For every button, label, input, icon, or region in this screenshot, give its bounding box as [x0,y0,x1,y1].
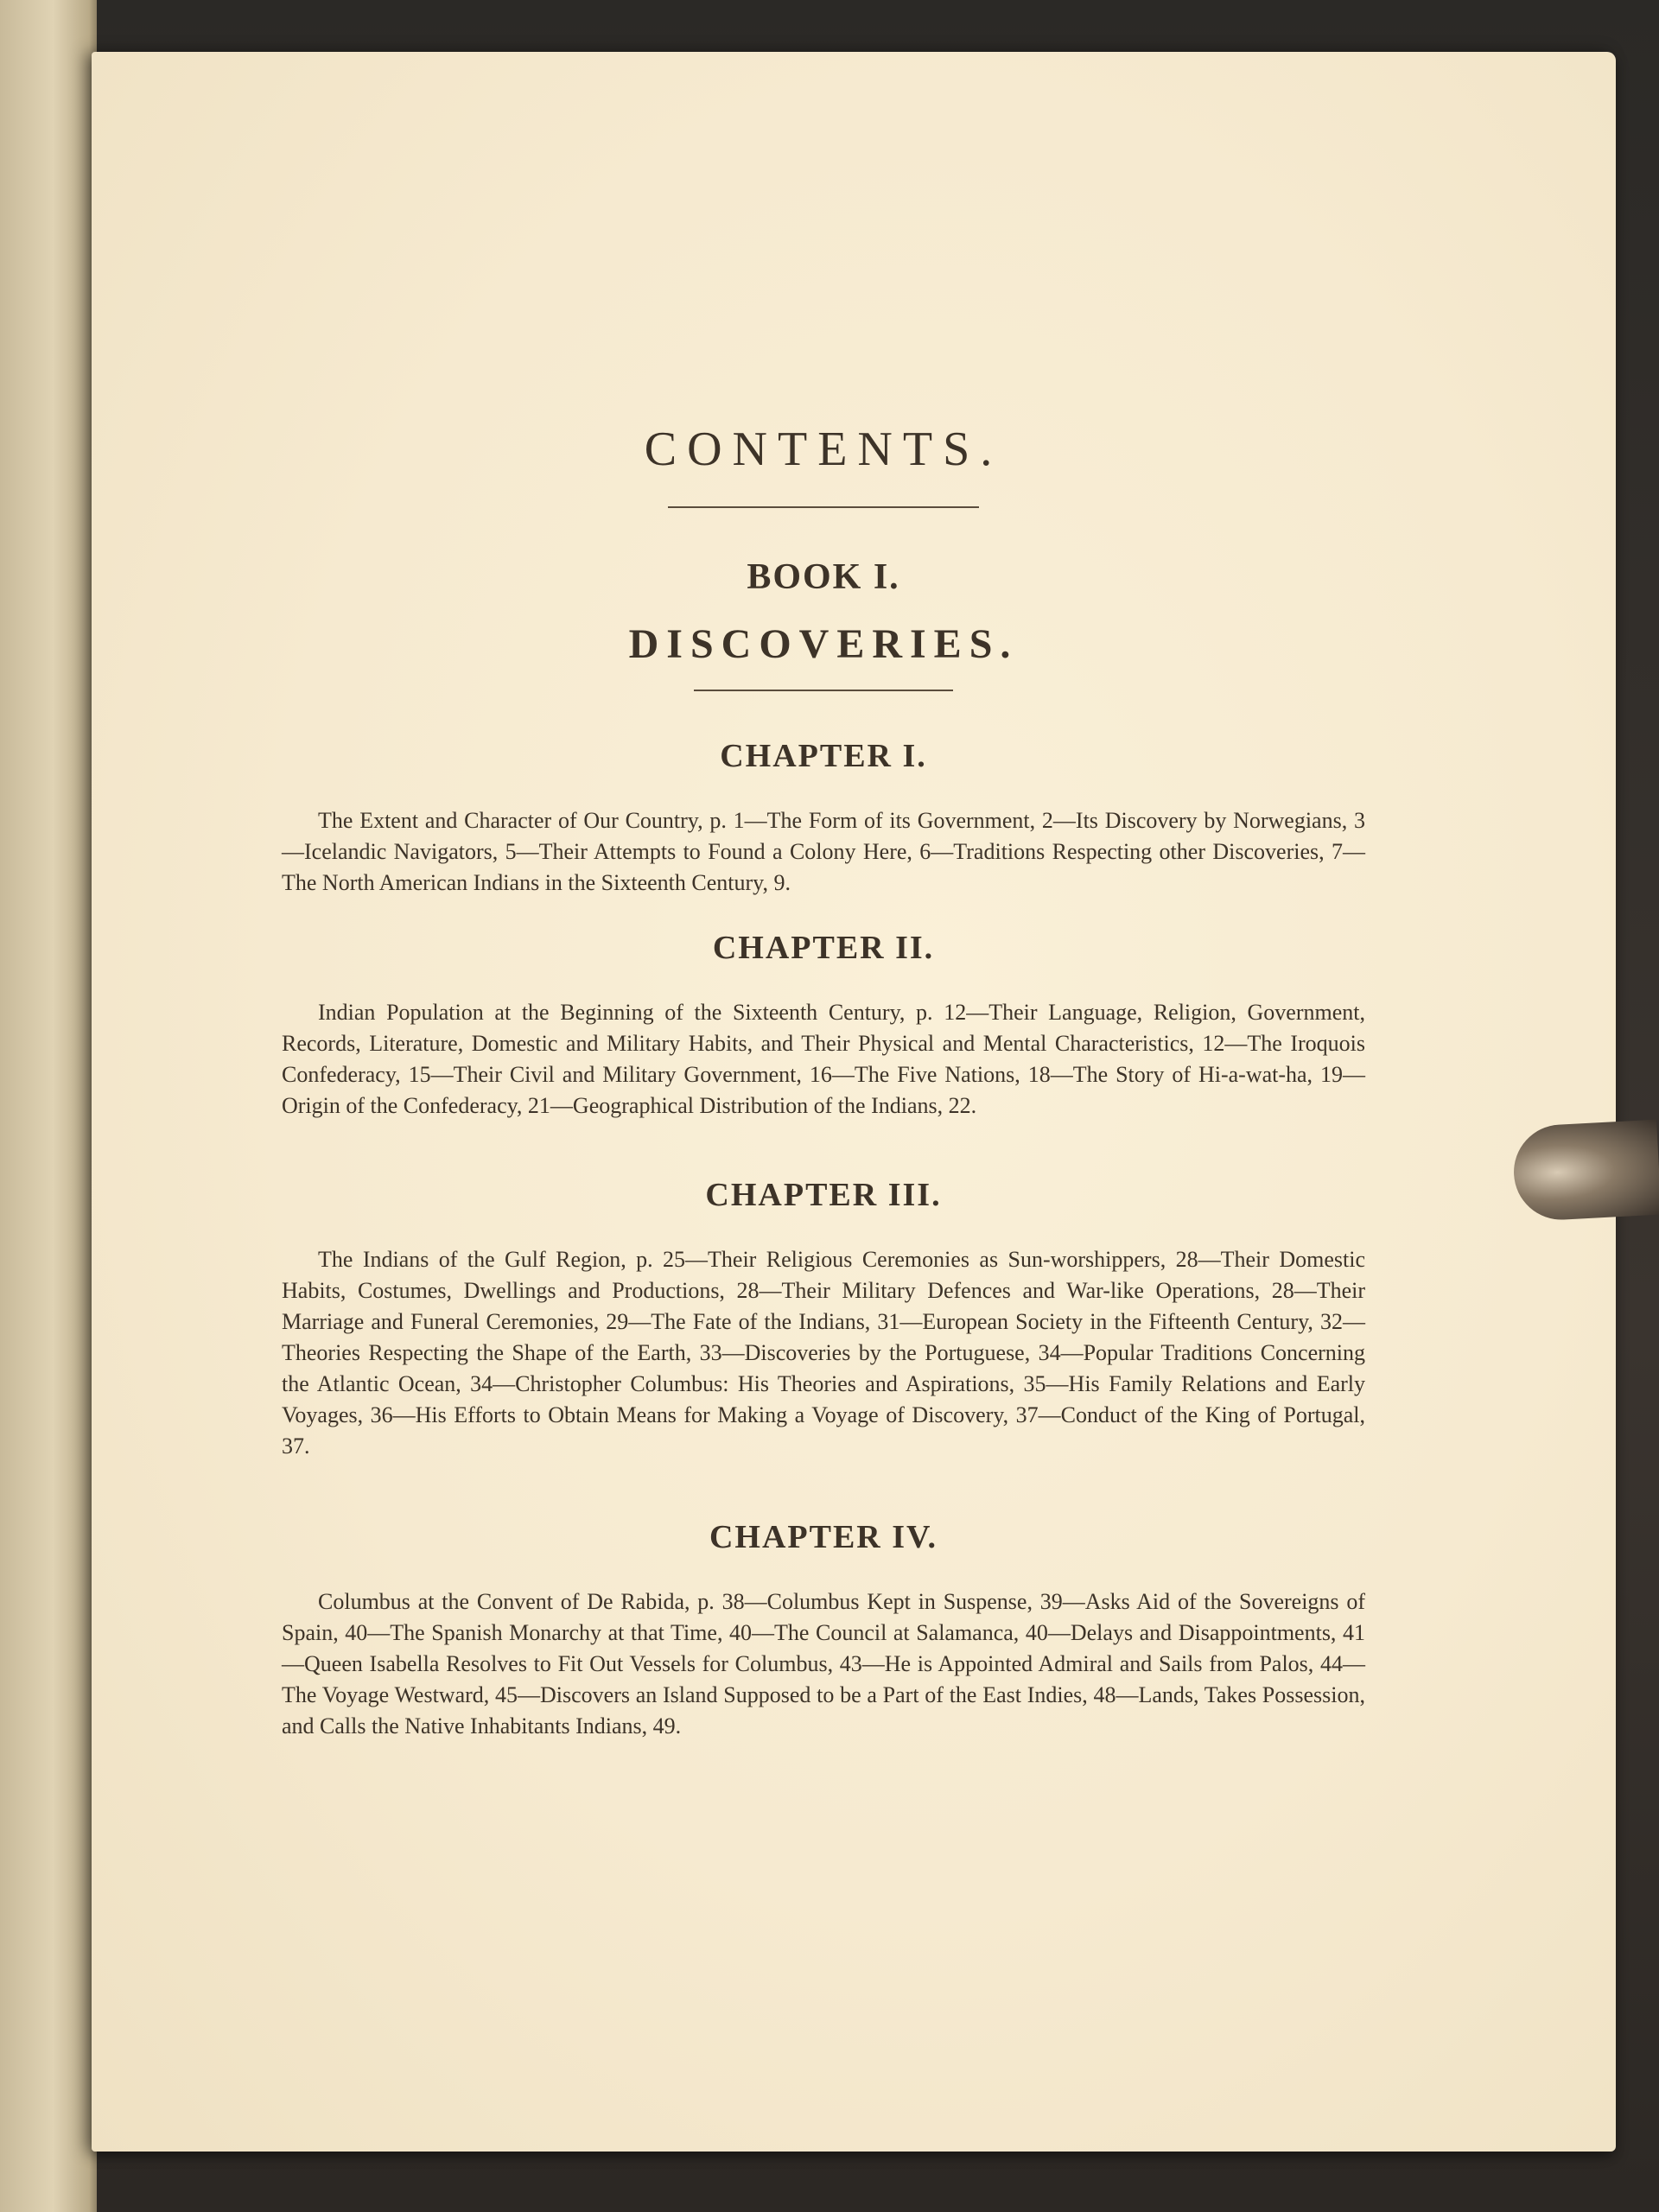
chapter-4 [282,1514,1365,1742]
contents-page [282,415,1365,1742]
left-page-edge [0,0,97,2212]
book-subtitle: DISCOVERIES. [628,621,1019,667]
divider [694,690,953,691]
bookmark-icon [1511,1120,1659,1223]
divider [668,506,979,508]
chapter-heading: CHAPTER III. [705,1177,942,1213]
page-title: CONTENTS. [644,423,1003,476]
chapter-summary: Columbus at the Convent of De Rabida, p. 38—Columbus Kept in Suspense, 39—Asks Aid of the Sovereigns of Spain, 40—The Spanish Monarchy at that Time, 40—The Council at Salamanca, 40—Delays and Disappointments, 41—Queen Isabella Resolves to Fit Out Vessels for Columbus, 43—He is Appointed Admiral and Sails from Palos, 44—The Voyage Westward, 45—Discovers an Island Supposed to be a Part of the East Indies, 48—Lands, Takes Possession, and Calls the Native Inhabitants Indians, 49. [282,1589,1365,1738]
chapter-summary: Indian Population at the Beginning of the Sixteenth Century, p. 12—Their Language, Religion, Government, Records, Literature, Domestic and Military Habits, and Their Physical and Mental Characteristics, 12—The Iroquois Confederacy, 15—Their Civil and Military Government, 16—The Five Nations, 18—The Story of Hi-a-wat-ha, 19—Origin of the Confederacy, 21—Geographical Distribution of the Indians, 22. [282,1000,1365,1118]
chapter-3 [282,1172,1365,1462]
chapter-summary: The Extent and Character of Our Country, p. 1—The Form of its Government, 2—Its Discovery by Norwegians, 3—Icelandic Navigators, 5—Their Attempts to Found a Colony Here, 6—Traditions Respecting other Discoveries, 7—The North American Indians in the Sixteenth Century, 9. [282,808,1365,895]
book-heading: BOOK I. [747,557,900,597]
chapter-summary: The Indians of the Gulf Region, p. 25—Their Religious Ceremonies as Sun-worshippers, 28—Their Domestic Habits, Costumes, Dwellings and Productions, 28—Their Military Defences and War-like Operations, 28—Their Marriage and Funeral Ceremonies, 29—The Fate of the Indians, 31—European Society in the Fifteenth Century, 32—Theories Respecting the Shape of the Earth, 33—Discoveries by the Portuguese, 34—Popular Traditions Concerning the Atlantic Ocean, 34—Christopher Columbus: His Theories and Aspirations, 35—His Family Relations and Early Voyages, 36—His Efforts to Obtain Means for Making a Voyage of Discovery, 37—Conduct of the King of Portugal, 37. [282,1247,1365,1459]
chapter-heading: CHAPTER II. [712,930,935,966]
chapter-2 [282,925,1365,1122]
chapter-1 [282,733,1365,899]
chapter-heading: CHAPTER I. [720,738,927,774]
chapter-heading: CHAPTER IV. [709,1519,938,1555]
